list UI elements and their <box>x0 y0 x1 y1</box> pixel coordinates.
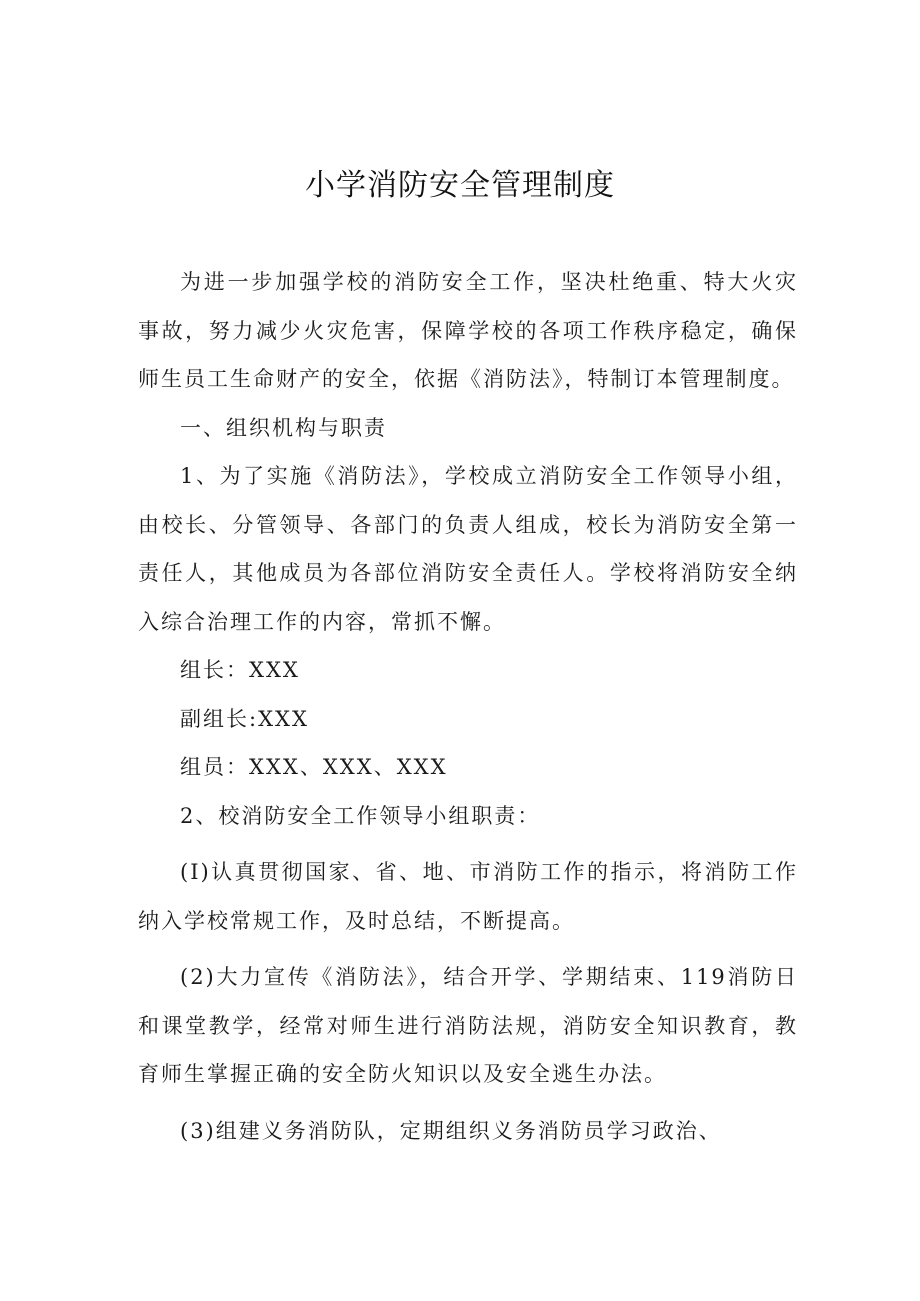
group-members-line: 组员：XXX、XXX、XXX <box>180 755 448 779</box>
deputy-leader-line: 副组长:XXX <box>180 706 309 731</box>
document-body <box>138 258 798 1155</box>
document-title: 小学消防安全管理制度 <box>305 168 615 203</box>
duty-item-1: (I)认真贯彻国家、省、地、市消防工作的指示，将消防工作纳入学校常规工作，及时总结，不断提高。 <box>138 860 798 933</box>
paragraph-item-1: 1、为了实施《消防法》，学校成立消防安全工作领导小组，由校长、分管领导、各部门的负责人组成，校长为消防安全第一责任人，其他成员为各部位消防安全责任人。学校将消防安全纳入综合治理工作的内容，常抓不懈。 <box>138 464 798 634</box>
group-leader-line: 组长：XXX <box>180 658 300 682</box>
duty-item-3: (3)组建义务消防队，定期组织义务消防员学习政治、 <box>180 1118 722 1143</box>
paragraph-item-2: 2、校消防安全工作领导小组职责： <box>180 803 541 828</box>
intro-paragraph: 为进一步加强学校的消防安全工作，坚决杜绝重、特大火灾事故，努力减少火灾危害，保障学校的各项工作秩序稳定，确保师生员工生命财产的安全，依据《消防法》，特制订本管理制度。 <box>138 270 798 391</box>
section-heading-organization: 一、组织机构与职责 <box>180 415 387 440</box>
duty-item-2: (2)大力宣传《消防法》，结合开学、学期结束、119消防日和课堂教学，经常对师生进行消防法规，消防安全知识教育，教育师生掌握正确的安全防火知识以及安全逃生办法。 <box>138 965 798 1086</box>
